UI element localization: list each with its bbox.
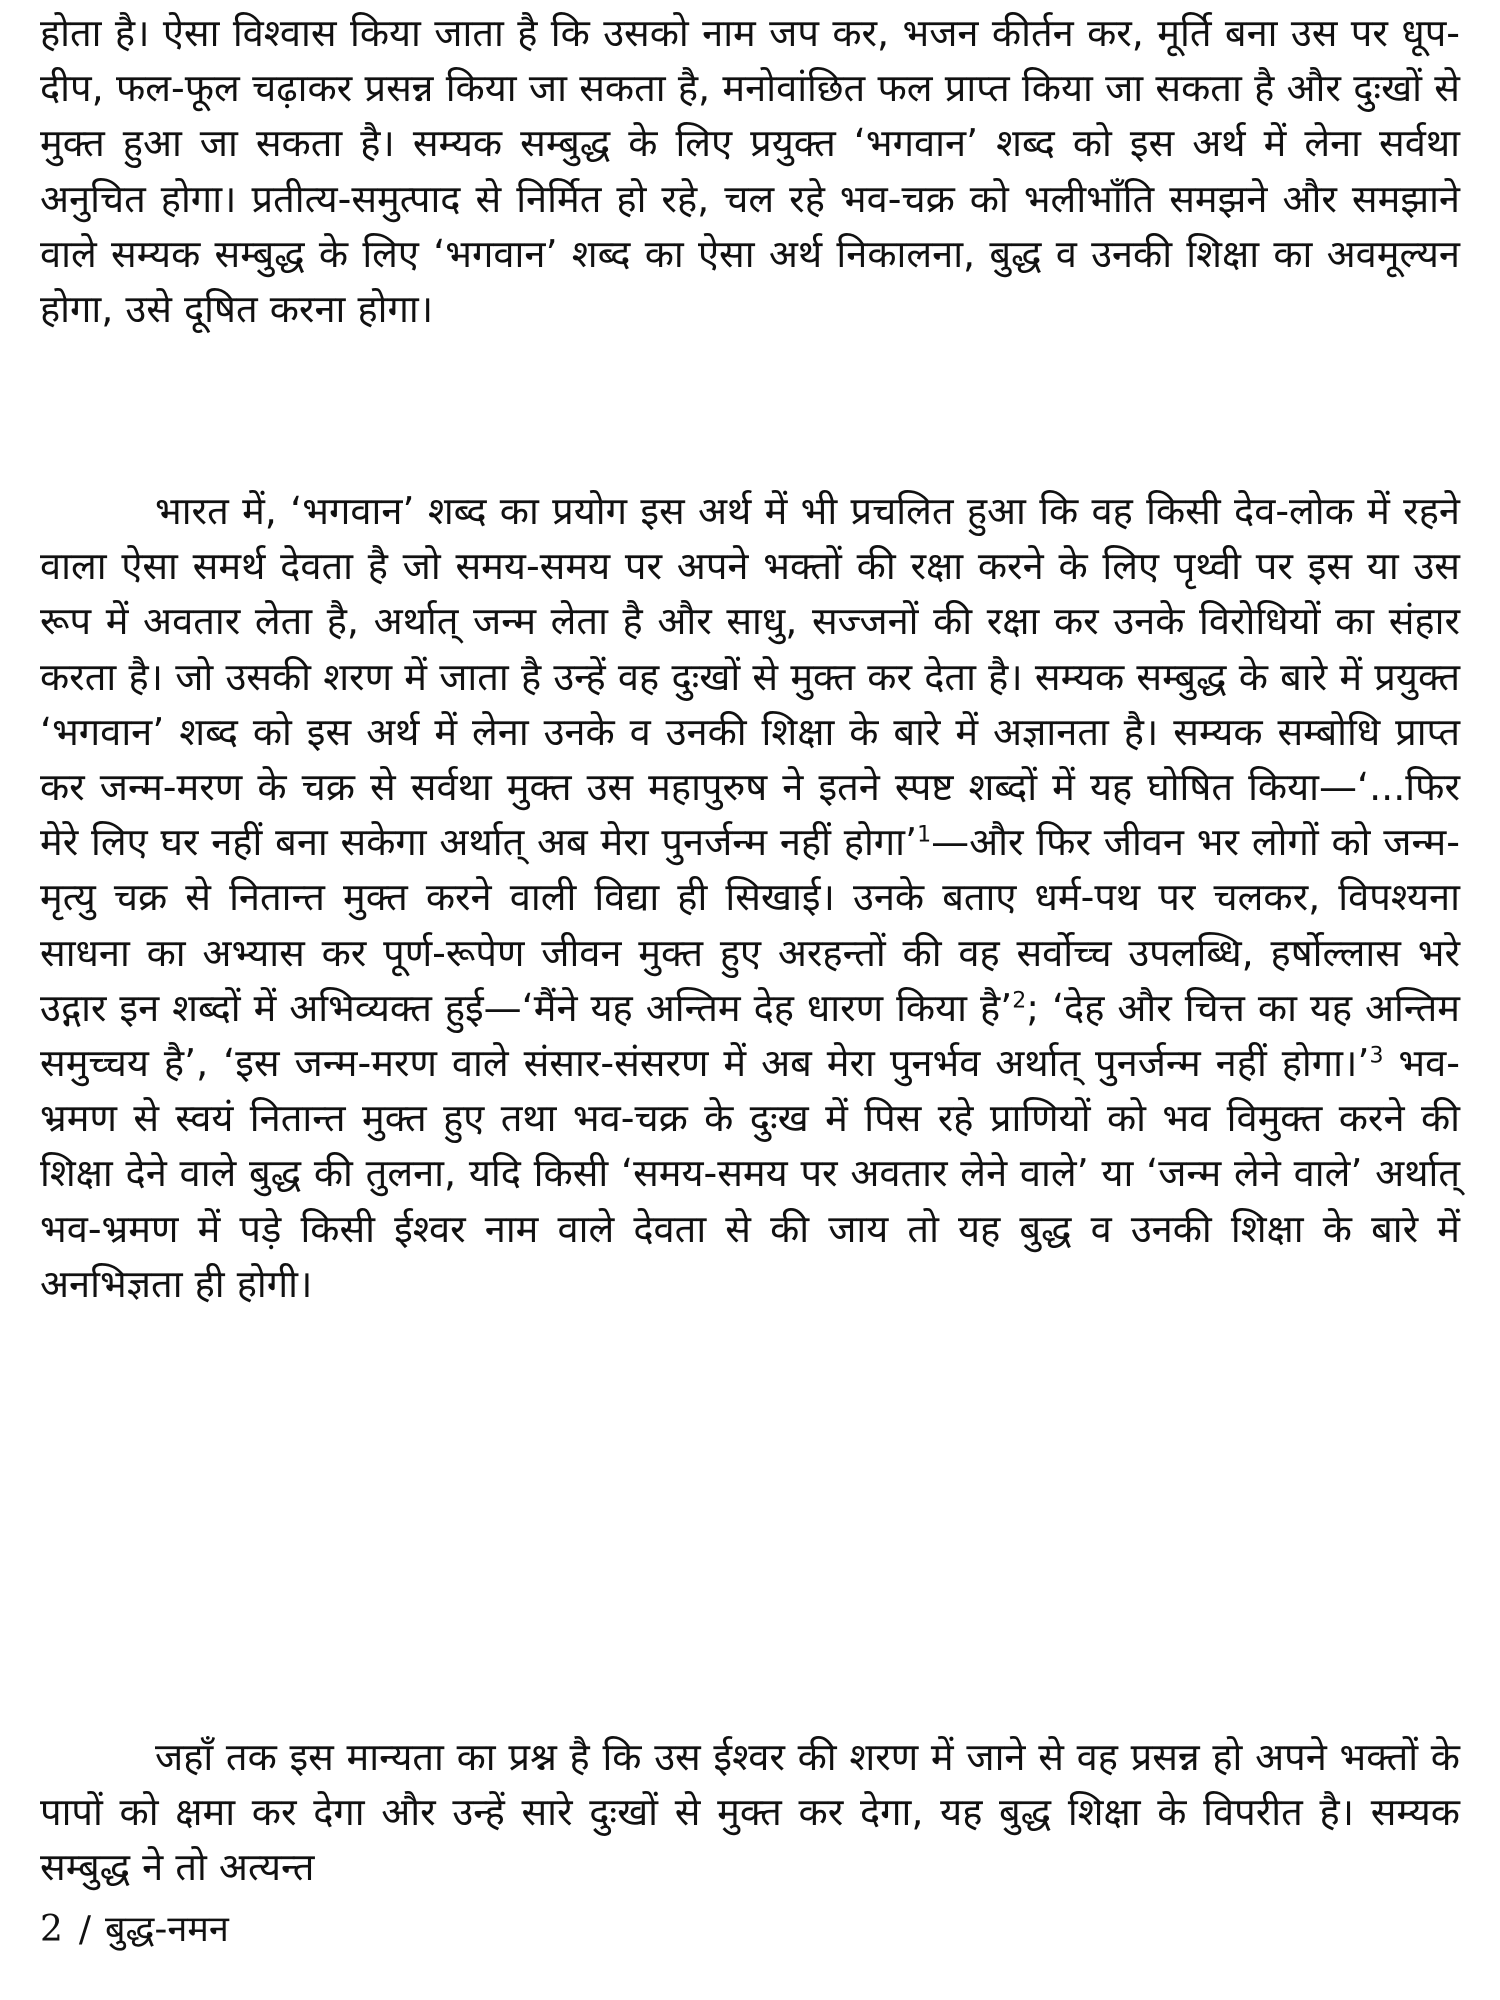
page-footer bbox=[40, 1908, 229, 1952]
book-page bbox=[40, 0, 1460, 2000]
paragraph-2-text-a: भारत में, ‘भगवान’ शब्द का प्रयोग इस अर्थ में भी प्रचलित हुआ कि वह किसी देव-लोक में रहने वाला ऐसा समर्थ देवता है जो समय-समय पर अपने भक्तों की रक्षा करने के लिए पृथ्वी पर इस या उस रूप में अवतार लेता है, अर्थात् जन्म लेता है और साधु, सज्जनों की रक्षा कर उनके विरोधियों का संहार करता है। जो उसकी शरण में जाता है उन्हें वह दुःखों से मुक्त कर देता है। सम्यक सम्बुद्ध के बारे में प्रयुक्त ‘भगवान’ शब्द को इस अर्थ में लेना उनके व उनकी शिक्षा के बारे में अज्ञानता है। सम्यक सम्बोधि प्राप्त कर जन्म-मरण के चक्र से सर्वथा मुक्त उस महापुरुष ने इतने स्पष्ट शब्दों में यह घोषित किया—‘...फिर मेरे लिए घर नहीं बना सकेगा अर्थात् अब मेरा पुनर्जन्म नहीं होगा’ bbox=[40, 489, 1460, 865]
paragraph-2 bbox=[40, 484, 1460, 1312]
paragraph-3 bbox=[40, 1730, 1460, 1896]
page-number: 2 bbox=[40, 1909, 63, 1950]
book-title: बुद्ध-नमन bbox=[105, 1909, 229, 1950]
footnote-ref-3: 3 bbox=[1369, 1043, 1384, 1069]
paragraph-3-text: जहाँ तक इस मान्यता का प्रश्न है कि उस ईश्वर की शरण में जाने से वह प्रसन्न हो अपने भक्तों के पापों को क्षमा कर देगा और उन्हें सारे दुःखों से मुक्त कर देगा, यह बुद्ध शिक्षा के विपरीत है। सम्यक सम्बुद्ध ने तो अत्यन्त bbox=[40, 1735, 1460, 1890]
paragraph-2-text-b: —और फिर जीवन भर लोगों को जन्म-मृत्यु चक्र से नितान्त मुक्त करने वाली विद्या ही सिखाई। उनके बताए धर्म-पथ पर चलकर, विपश्यना साधना का अभ्यास कर पूर्ण-रूपेण जीवन मुक्त हुए अरहन्तों की वह सर्वोच्च उपलब्धि, हर्षोल्लास भरे उद्गार इन शब्दों में अभिव्यक्त हुई—‘मैंने यह अन्तिम देह धारण किया है’ bbox=[40, 820, 1460, 1030]
paragraph-2-text-d: भव-भ्रमण से स्वयं नितान्त मुक्त हुए तथा भव-चक्र के दुःख में पिस रहे प्राणियों को भव विमुक्त करने की शिक्षा देने वाले बुद्ध की तुलना, यदि किसी ‘समय-समय पर अवतार लेने वाले’ या ‘जन्म लेने वाले’ अर्थात् भव-भ्रमण में पड़े किसी ईश्वर नाम वाले देवता से की जाय तो यह बुद्ध व उनकी शिक्षा के बारे में अनभिज्ञता ही होगी। bbox=[40, 1041, 1460, 1306]
paragraph-2-text-c: ; ‘देह और चित्त का यह अन्तिम समुच्चय है’, ‘इस जन्म-मरण वाले संसार-संसरण में अब मेरा पुनर्भव अर्थात् पुनर्जन्म नहीं होगा।’ bbox=[40, 985, 1460, 1086]
footnote-ref-2: 2 bbox=[1012, 988, 1027, 1014]
footnote-ref-1: 1 bbox=[917, 822, 932, 848]
paragraph-1 bbox=[40, 6, 1460, 337]
footer-separator: / bbox=[78, 1909, 92, 1950]
paragraph-1-text: होता है। ऐसा विश्वास किया जाता है कि उसको नाम जप कर, भजन कीर्तन कर, मूर्ति बना उस पर धूप-दीप, फल-फूल चढ़ाकर प्रसन्न किया जा सकता है, मनोवांछित फल प्राप्त किया जा सकता है और दुःखों से मुक्त हुआ जा सकता है। सम्यक सम्बुद्ध के लिए प्रयुक्त ‘भगवान’ शब्द को इस अर्थ में लेना सर्वथा अनुचित होगा। प्रतीत्य-समुत्पाद से निर्मित हो रहे, चल रहे भव-चक्र को भलीभाँति समझने और समझाने वाले सम्यक सम्बुद्ध के लिए ‘भगवान’ शब्द का ऐसा अर्थ निकालना, बुद्ध व उनकी शिक्षा का अवमूल्यन होगा, उसे दूषित करना होगा। bbox=[40, 11, 1460, 332]
